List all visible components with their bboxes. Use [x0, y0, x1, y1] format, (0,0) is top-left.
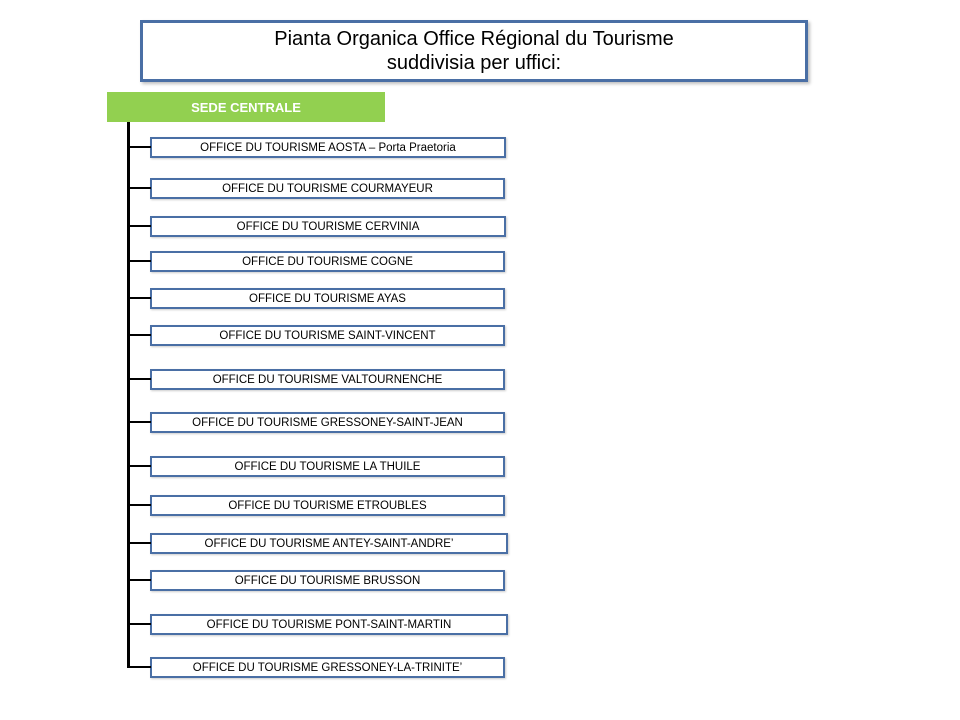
- office-connector: [127, 465, 151, 467]
- office-connector: [127, 666, 151, 668]
- office-node-label: OFFICE DU TOURISME GRESSONEY-LA-TRINITE’: [192, 661, 463, 674]
- office-node-label: OFFICE DU TOURISME ETROUBLES: [228, 499, 427, 512]
- office-node-label: OFFICE DU TOURISME VALTOURNENCHE: [212, 373, 443, 386]
- root-node-sede-centrale: SEDE CENTRALE: [107, 92, 385, 122]
- office-node-label: OFFICE DU TOURISME AOSTA – Porta Praetoria: [200, 141, 456, 154]
- tree-spine-connector: [127, 122, 130, 667]
- office-node: [150, 495, 505, 516]
- office-node-label: OFFICE DU TOURISME COURMAYEUR: [222, 182, 433, 195]
- office-node: [150, 570, 505, 591]
- office-node-label: OFFICE DU TOURISME GRESSONEY-SAINT-JEAN: [192, 416, 463, 429]
- title-line-2: suddivisia per uffici:: [386, 52, 562, 74]
- office-node: [150, 533, 508, 554]
- office-connector: [127, 542, 151, 544]
- office-node-label: OFFICE DU TOURISME PONT-SAINT-MARTIN: [206, 618, 452, 631]
- office-node-label: OFFICE DU TOURISME CERVINIA: [236, 220, 420, 233]
- office-node: [150, 456, 505, 477]
- office-connector: [127, 297, 151, 299]
- office-node: [150, 178, 505, 199]
- office-connector: [127, 504, 151, 506]
- office-node: [150, 614, 508, 635]
- office-node-label: OFFICE DU TOURISME LA THUILE: [234, 460, 421, 473]
- office-connector: [127, 378, 151, 380]
- office-node: [150, 251, 505, 272]
- office-node: [150, 137, 506, 158]
- office-connector: [127, 623, 151, 625]
- office-connector: [127, 187, 151, 189]
- office-connector: [127, 421, 151, 423]
- office-node: [150, 657, 505, 678]
- office-connector: [127, 225, 151, 227]
- office-node: [150, 288, 505, 309]
- office-node-label: OFFICE DU TOURISME SAINT-VINCENT: [219, 329, 436, 342]
- title-line-1: Pianta Organica Office Régional du Tourisme: [274, 28, 674, 50]
- office-node: [150, 369, 505, 390]
- office-node-label: OFFICE DU TOURISME AYAS: [249, 292, 406, 305]
- office-node-label: OFFICE DU TOURISME COGNE: [242, 255, 413, 268]
- office-node: [150, 325, 505, 346]
- office-node-label: OFFICE DU TOURISME BRUSSON: [234, 574, 421, 587]
- office-node: [150, 412, 505, 433]
- office-connector: [127, 260, 151, 262]
- office-connector: [127, 146, 151, 148]
- office-connector: [127, 579, 151, 581]
- title-box: [140, 20, 808, 82]
- office-connector: [127, 334, 151, 336]
- office-node-label: OFFICE DU TOURISME ANTEY-SAINT-ANDRE’: [204, 537, 454, 550]
- office-node: [150, 216, 506, 237]
